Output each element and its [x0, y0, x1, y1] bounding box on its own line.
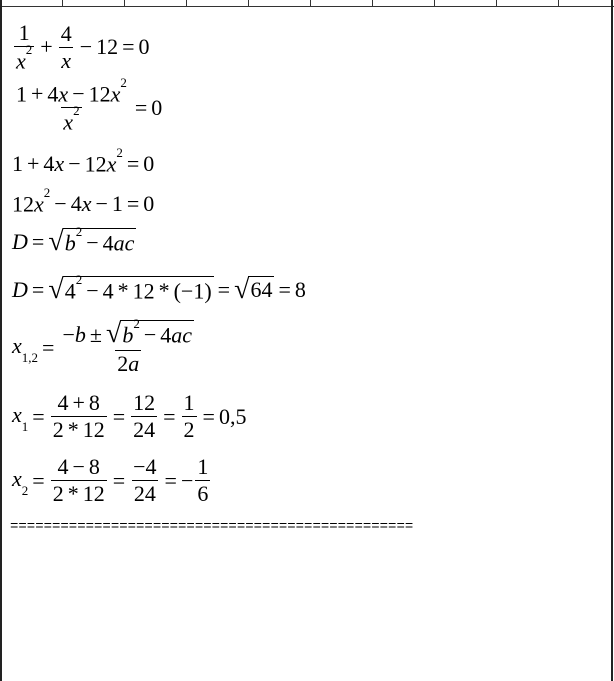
left-border [0, 0, 2, 681]
ruler-tick [496, 0, 497, 6]
ruler-tick [558, 0, 559, 6]
equation-line: 1 + 4x − $12x^2$ = 0 [12, 145, 155, 177]
equation-line: $\frac{1 + 4x - 12x^2}{x^2}$ = 0 [16, 75, 163, 135]
equation-line: $x_2$ = $\frac{4 - 8}{2 * 12}$ = $\frac{-4}{24}$ = − $\frac{1}{6}$ [12, 454, 209, 506]
ruler-tick [434, 0, 435, 6]
ruler-tick [248, 0, 249, 6]
ruler-tick [186, 0, 187, 6]
equation-line: $12x^2$ − 4x − 1 = 0 [12, 185, 155, 217]
ruler-tick [372, 0, 373, 6]
equation-line: D = √ $4^2 - 4 * 12 * (-1)$ = √ 64 = 8 [12, 272, 306, 305]
separator-line: ================================================ [10, 519, 414, 535]
equation-line: $x_{1,2}$ = −b ± √ $b^2 - 4ac$ 2a [12, 316, 192, 376]
equation-line: $\frac{1}{x^2}$ + $\frac{4}{x}$ − 12 = 0 [16, 20, 150, 74]
equation-line: D = √ $b^2 - 4ac$ [12, 224, 135, 257]
ruler-tick [124, 0, 125, 6]
right-border [611, 0, 613, 681]
ruler-tick [62, 0, 63, 6]
equation-line: $x_1$ = $\frac{4 + 8}{2 * 12}$ = $\frac{12}{24}$ = $\frac{1}{2}$ = 0,5 [12, 390, 247, 442]
ruler-tick [310, 0, 311, 6]
top-ruler [0, 0, 614, 7]
